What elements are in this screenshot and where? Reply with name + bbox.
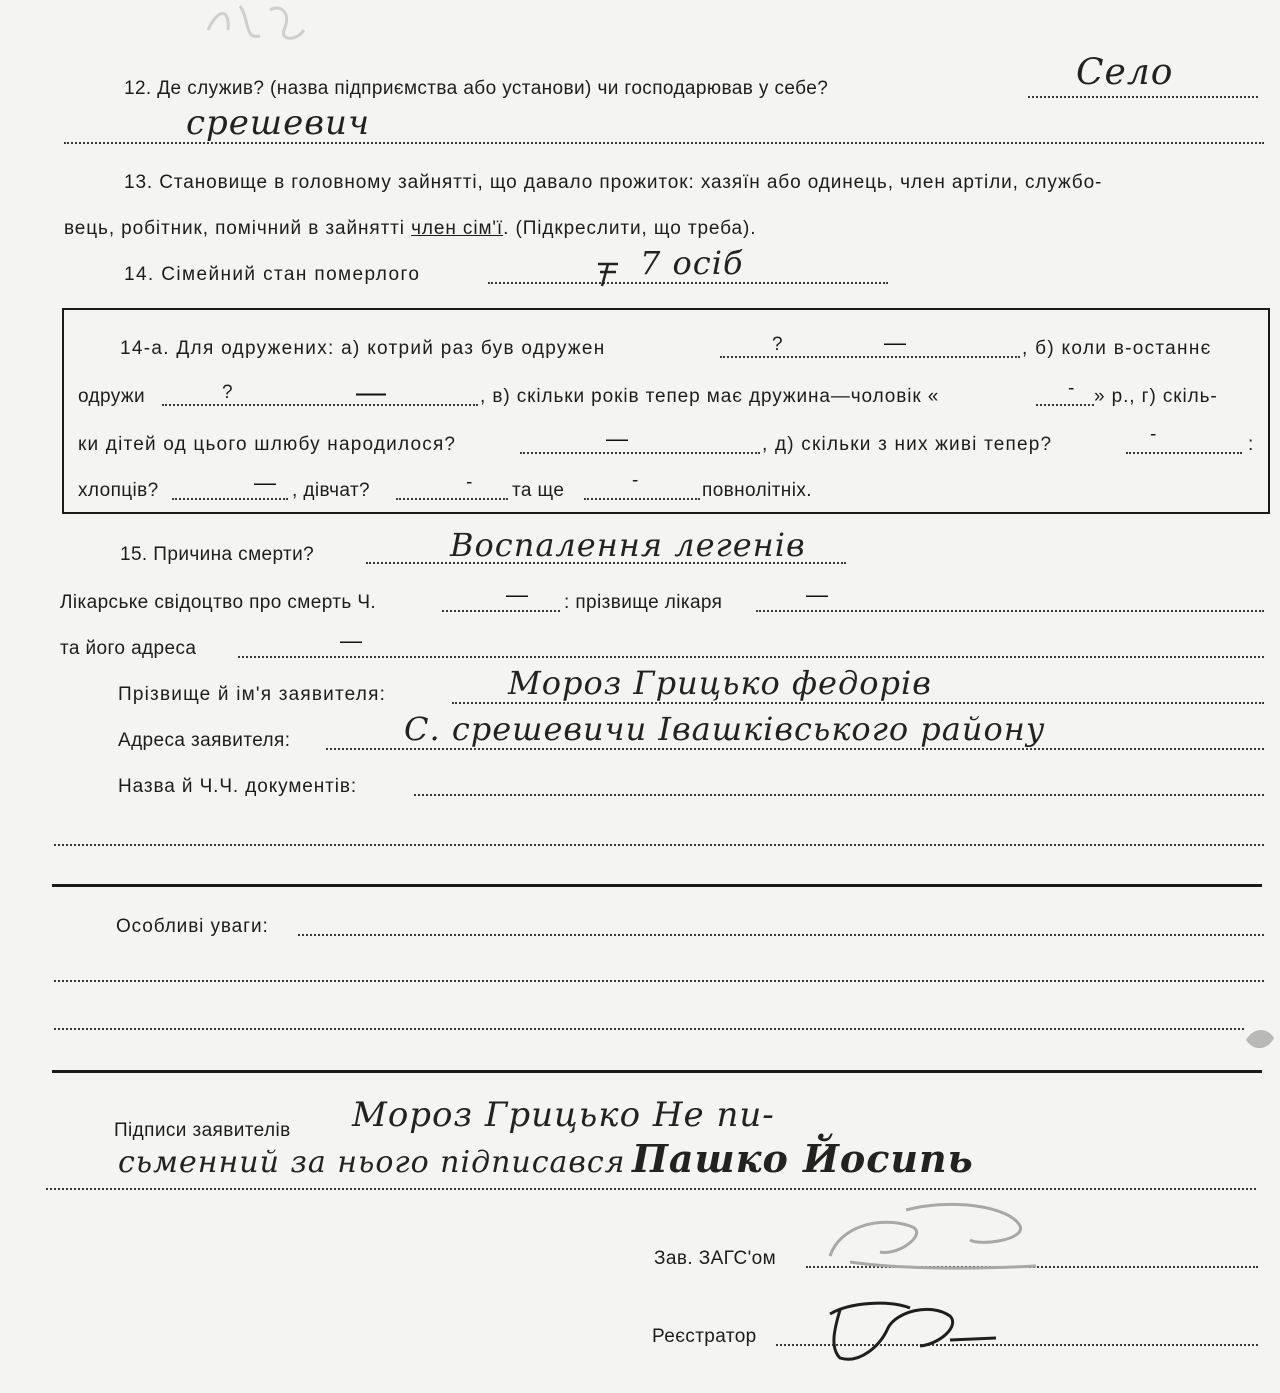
- remarks-label: Особливі уваги:: [116, 916, 269, 937]
- applicant-name-line: [452, 702, 1264, 704]
- question-14a-answer-line-2b: [1036, 404, 1094, 406]
- question-14a-dash-2: —: [356, 376, 387, 409]
- question-13-line-1: 13. Становище в головному зайнятті, що давало прожиток: хазяїн або одинець, член артіли, службо-: [124, 172, 1103, 193]
- question-14a-dash-1: —: [884, 330, 907, 355]
- applicant-name-value: Мороз Грицько федорів: [508, 664, 932, 702]
- documents-label: Назва й Ч.Ч. документів:: [118, 776, 358, 797]
- question-14a-dash-4c: -: [632, 470, 639, 491]
- question-14a-answer-line-3b: [1126, 452, 1242, 454]
- question-14a-answer-line-4: [172, 498, 288, 500]
- medical-certificate-number-line: [442, 610, 560, 612]
- question-14a-mark-1: ?: [772, 334, 783, 355]
- question-14a-text-3b: , д) скільки з них живі тепер?: [762, 434, 1053, 455]
- question-12-label: 12. Де служив? (назва підприємства або установи) чи господарював у себе?: [124, 78, 829, 99]
- signatures-value-2: сьменний за нього підписався: [118, 1145, 626, 1180]
- question-13-line-2-suffix: . (Підкреслити, що треба).: [503, 218, 757, 239]
- crossed-out-mark: [594, 258, 624, 288]
- question-14a-answer-line-3: [520, 452, 760, 454]
- question-14-label: 14. Сімейний стан померлого: [124, 264, 421, 285]
- question-14a-dash-4b: -: [466, 472, 473, 493]
- question-15-label: 15. Причина смерти?: [120, 544, 315, 565]
- signatures-label: Підписи заявителів: [114, 1120, 291, 1141]
- question-14a-answer-line-4c: [584, 498, 700, 500]
- doctor-surname-label: : прізвище лікаря: [564, 592, 723, 613]
- section-divider-2: [52, 1070, 1262, 1073]
- doctor-address-line: [238, 656, 1264, 658]
- faded-pencil-mark: [200, 0, 310, 48]
- applicant-address-label: Адреса заявителя:: [118, 730, 291, 751]
- question-14a-dash-3: —: [606, 426, 629, 451]
- question-14-answer-line: [488, 282, 888, 284]
- zags-head-label: Зав. ЗАГС'ом: [654, 1248, 777, 1269]
- question-14a-mark-2: ?: [222, 382, 233, 403]
- question-14a-text-2: одружи: [78, 386, 146, 407]
- question-12-answer-line: [1028, 96, 1258, 98]
- signatures-value-3: Пашко Йосипь: [632, 1136, 974, 1181]
- question-14a-text-2c: » р., г) скіль-: [1094, 386, 1218, 407]
- remarks-line-3: [54, 1028, 1244, 1030]
- question-13-underlined-option: член сім'ї: [411, 218, 504, 239]
- question-14a-answer-line-4b: [396, 498, 508, 500]
- doctor-address-dash: —: [340, 628, 363, 653]
- registrar-label: Реєстратор: [652, 1326, 757, 1347]
- doctor-surname-line: [756, 610, 1264, 612]
- question-14a-answer-line-1: [720, 356, 1020, 358]
- question-14a-text-1b: , б) коли в-останнє: [1022, 338, 1212, 359]
- medical-certificate-dash: —: [506, 582, 529, 607]
- applicant-name-label: Прізвище й ім'я заявителя:: [118, 684, 387, 705]
- question-14a-colon: :: [1248, 434, 1254, 455]
- question-13-line-2-prefix: вець, робітник, помічний в зайнятті: [64, 218, 412, 239]
- question-14a-text-1: 14-а. Для одружених: а) котрий раз був одружен: [120, 338, 606, 359]
- question-12-answer-2: срешевич: [186, 103, 371, 143]
- question-14a-dash-4: —: [254, 470, 277, 495]
- question-14a-answer-line-2: [162, 404, 478, 406]
- remarks-line: [298, 934, 1264, 936]
- question-14a-text-4d: повнолітніх.: [702, 480, 812, 501]
- question-14-answer: 7 осіб: [640, 244, 744, 282]
- question-14a-text-2b: , в) скільки років тепер має дружина—чоловік «: [480, 386, 940, 407]
- registrar-signature: [800, 1294, 1000, 1374]
- question-14a-dash-2b: -: [1068, 378, 1075, 399]
- question-13-line-2: [64, 216, 756, 242]
- question-14a-text-3: ки дітей од цього шлюбу народилося?: [78, 434, 457, 455]
- medical-certificate-label: Лікарське свідоцтво про смерть Ч.: [60, 592, 377, 613]
- documents-line: [414, 794, 1264, 796]
- documents-line-2: [54, 844, 1264, 846]
- question-12-answer-1: Село: [1076, 52, 1174, 93]
- signatures-line: [46, 1188, 1256, 1190]
- question-14a-text-4: хлопців?: [78, 480, 159, 501]
- remarks-line-2: [54, 980, 1264, 982]
- question-14a-text-4b: , дівчат?: [292, 480, 371, 501]
- applicant-address-line: [326, 748, 1264, 750]
- question-14a-dash-3b: -: [1150, 424, 1157, 445]
- section-divider-1: [52, 884, 1262, 887]
- question-14a-text-4c: та ще: [512, 480, 565, 501]
- doctor-address-label: та його адреса: [60, 638, 197, 659]
- applicant-address-value: С. срешевичи Івашківського району: [404, 710, 1046, 748]
- signatures-value-1: Мороз Грицько Не пи-: [352, 1095, 775, 1135]
- punch-hole-mark: [1240, 1020, 1280, 1060]
- zags-head-signature: [810, 1196, 1050, 1280]
- doctor-surname-dash: —: [806, 582, 829, 607]
- question-15-answer: Воспалення легенів: [450, 526, 806, 564]
